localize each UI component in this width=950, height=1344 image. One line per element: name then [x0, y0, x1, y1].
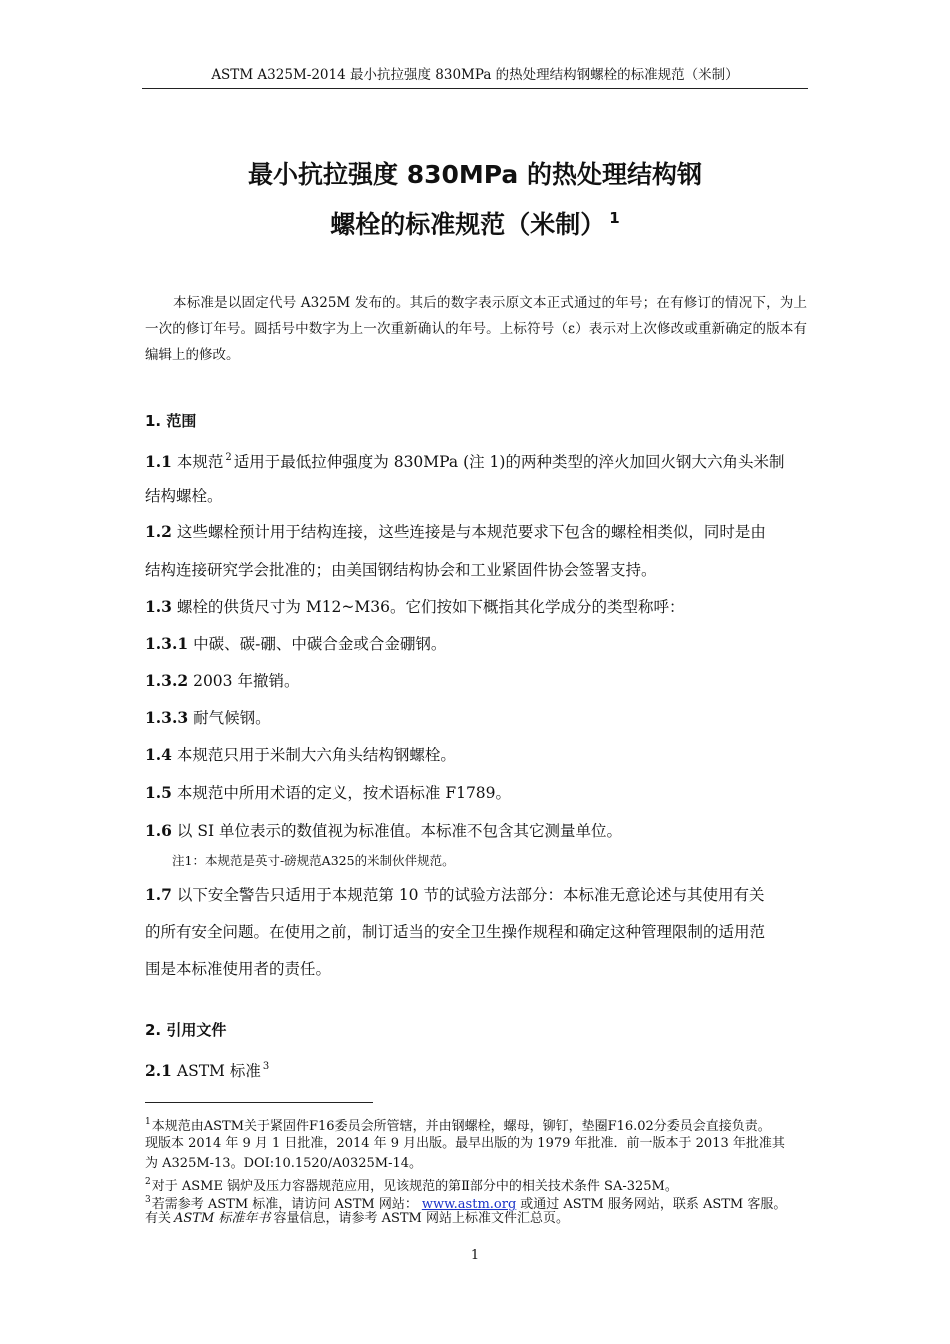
clause-1-7-cont-1: 的所有安全问题。在使用之前，制订适当的安全卫生操作规程和确定这种管理限制的适用范 [145, 923, 766, 941]
preamble-paragraph: 本标准是以固定代号 A325M 发布的。其后的数字表示原文本正式通过的年号；在有修订的情况下，为上一次的修订年号。圆括号中数字为上一次重新确认的年号。上标符号（ε）表示对上次修改或重新确定的版本有编辑上的修改。 [145, 295, 807, 363]
footnote-mark: 3 [145, 1195, 151, 1205]
clause-number: 1.2 [145, 522, 172, 541]
footnote-text: 本规范由ASTM关于紧固件F16委员会所管辖，并由钢螺栓，螺母，铆钉，垫圈F16.02分委员会直接负责。 [151, 1119, 771, 1134]
title-footnote-mark: 1 [609, 209, 620, 227]
clause-1-3 [145, 597, 807, 617]
footnote-text: 有关 [145, 1211, 172, 1226]
clause-1-3-3 [145, 708, 807, 728]
section-heading-references: 2. 引用文件 [145, 1021, 227, 1039]
footnote-text: 对于 ASME 锅炉及压力容器规范应用，见该规范的第Ⅱ部分中的相关技术条件 SA-325M。 [151, 1179, 678, 1194]
clause-number: 1.1 [145, 452, 172, 471]
clause-text: 螺栓的供货尺寸为 M12~M36。它们按如下概指其化学成分的类型称呼： [171, 598, 685, 616]
clause-1-1-cont: 结构螺栓。 [145, 487, 223, 505]
header-rule [142, 88, 808, 89]
clause-text: 适用于最低拉伸强度为 830MPa (注 1)的两种类型的淬火加回火钢大六角头米制 [233, 453, 785, 471]
clause-number: 1.6 [145, 821, 172, 840]
footnote-mark: 3 [262, 1061, 270, 1072]
document-title-line-2 [142, 202, 808, 241]
running-header: ASTM A325M-2014 最小抗拉强度 830MPa 的热处理结构钢螺栓的标准规范（米制） [211, 67, 739, 83]
page-number: 1 [470, 1248, 480, 1263]
clause-1-7-cont-2: 围是本标准使用者的责任。 [145, 960, 332, 978]
note-1: 注1：本规范是英寸-磅规范A325的米制伙伴规范。 [172, 853, 455, 868]
clause-text: 本规范只用于米制大六角头结构钢螺栓。 [171, 746, 456, 764]
footnote-1-cont-1: 现版本 2014 年 9 月 1 日批准，2014 年 9 月出版。最早出版的为 1979 年批准．前一版本于 2013 年批准其 [145, 1136, 785, 1151]
clause-1-3-2 [145, 671, 807, 691]
clause-number: 1.3.1 [145, 634, 189, 653]
clause-number: 1.3 [145, 597, 172, 616]
clause-text: 以 SI 单位表示的数值视为标准值。本标准不包含其它测量单位。 [171, 822, 622, 840]
clause-1-4 [145, 745, 807, 765]
clause-number: 1.3.3 [145, 708, 189, 727]
title-text: 螺栓的标准规范（米制） [330, 210, 606, 239]
clause-1-6 [145, 821, 807, 841]
clause-1-7 [145, 885, 807, 905]
clause-text: 以下安全警告只适用于本规范第 10 节的试验方法部分：本标准无意论述与其使用有关 [171, 886, 765, 904]
footnote-text: 容量信息，请参考 ASTM 网站上标准文件汇总页。 [273, 1211, 569, 1226]
clause-1-2-cont: 结构连接研究学会批准的；由美国钢结构协会和工业紧固件协会签署支持。 [145, 561, 657, 579]
clause-1-3-1 [145, 634, 807, 654]
clause-2-1 [145, 1057, 807, 1081]
footnote-text: 或通过 ASTM 服务网站，联系 ASTM 客服。 [520, 1197, 787, 1212]
footnote-3-cont [145, 1210, 809, 1228]
document-title-line-1: 最小抗拉强度 830MPa 的热处理结构钢 [248, 160, 702, 189]
clause-1-2 [145, 522, 807, 542]
footnote-rule [145, 1102, 373, 1103]
footnote-1-cont-2: 为 A325M-13。DOI:10.1520/A0325M-14。 [145, 1156, 423, 1171]
clause-text: 这些螺栓预计用于结构连接，这些连接是与本规范要求下包含的螺栓相类似，同时是由 [171, 523, 766, 541]
clause-text: 本规范中所用术语的定义，按术语标准 F1789。 [171, 784, 512, 802]
clause-number: 1.7 [145, 885, 172, 904]
clause-1-5 [145, 783, 807, 803]
section-heading-scope: 1. 范围 [145, 412, 197, 430]
clause-text: 2003 年撤销。 [188, 672, 300, 690]
clause-text: 耐气候钢。 [188, 709, 271, 727]
clause-1-1 [145, 448, 807, 472]
clause-number: 1.5 [145, 783, 172, 802]
footnote-italic-title: ASTM 标准年书 [174, 1211, 271, 1226]
footnote-mark: 1 [145, 1117, 151, 1127]
footnote-mark: 2 [225, 452, 232, 463]
clause-text: 中碳、碳-硼、中碳合金或合金硼钢。 [188, 635, 447, 653]
footnote-text: 若需参考 ASTM 标准，请访问 ASTM 网站： [151, 1197, 418, 1212]
clause-number: 1.4 [145, 745, 172, 764]
clause-number: 1.3.2 [145, 671, 189, 690]
clause-text: 本规范 [171, 453, 224, 471]
clause-number: 2.1 [145, 1061, 172, 1080]
astm-website-link[interactable]: www.astm.org [421, 1197, 517, 1212]
footnote-mark: 2 [145, 1177, 151, 1187]
footnote-1 [145, 1113, 809, 1136]
clause-text: ASTM 标准 [171, 1062, 261, 1080]
